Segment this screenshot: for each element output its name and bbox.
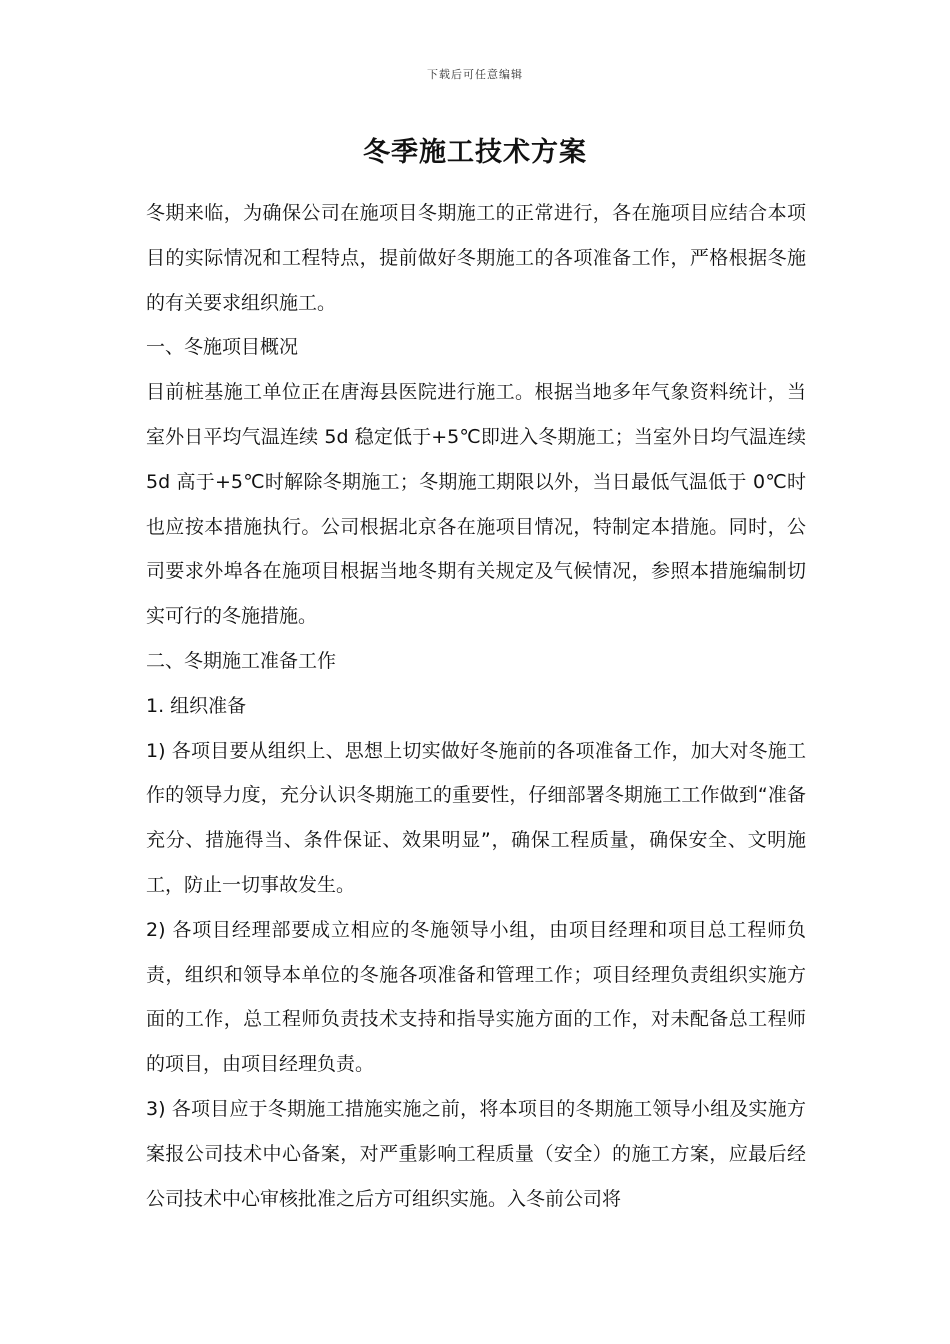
paragraph-intro: 冬期来临，为确保公司在施项目冬期施工的正常进行，各在施项目应结合本项目的实际情况和工程特点，提前做好冬期施工的各项准备工作，严格根据冬施的有关要求组织施工。 [146,202,806,314]
document-title: 冬季施工技术方案 [363,137,587,168]
list-item-3: 3) 各项目应于冬期施工措施实施之前，将本项目的冬期施工领导小组及实施方案报公司技术中心备案，对严重影响工程质量（安全）的施工方案，应最后经公司技术中心审核批准之后方可组织实施。入冬前公司将 [146,1097,806,1210]
header-note: 下载后可任意编辑 [427,68,523,81]
section-heading-1: 一、冬施项目概况 [146,336,299,359]
subsection-heading-1: 1. 组织准备 [146,694,247,717]
paragraph-overview: 目前桩基施工单位正在唐海县医院进行施工。根据当地多年气象资料统计，当室外日平均气温连续 5d 稳定低于+5℃即进入冬期施工；当室外日均气温连续 5d 高于+5℃时解除冬期施工；冬期施工期限以外，当日最低气温低于 0℃时也应按本措施执行。公司根据北京各在施项目情况，特制定本措施。同时，公司要求外埠各在施项目根据当地冬期有关规定及气候情况，参照本措施编制切实可行的冬施措施。 [146,381,806,628]
list-item-2: 2) 各项目经理部要成立相应的冬施领导小组，由项目经理和项目总工程师负责，组织和领导本单位的冬施各项准备和管理工作；项目经理负责组织实施方面的工作，总工程师负责技术支持和指导实施方面的工作，对未配备总工程师的项目，由项目经理负责。 [146,918,806,1076]
document-body [146,191,806,1221]
list-item-1: 1) 各项目要从组织上、思想上切实做好冬施前的各项准备工作，加大对冬施工作的领导力度，充分认识冬期施工的重要性，仔细部署冬期施工工作做到“准备充分、措施得当、条件保证、效果明显”，确保工程质量，确保安全、文明施工，防止一切事故发生。 [146,739,806,896]
section-heading-2: 二、冬期施工准备工作 [146,649,337,672]
